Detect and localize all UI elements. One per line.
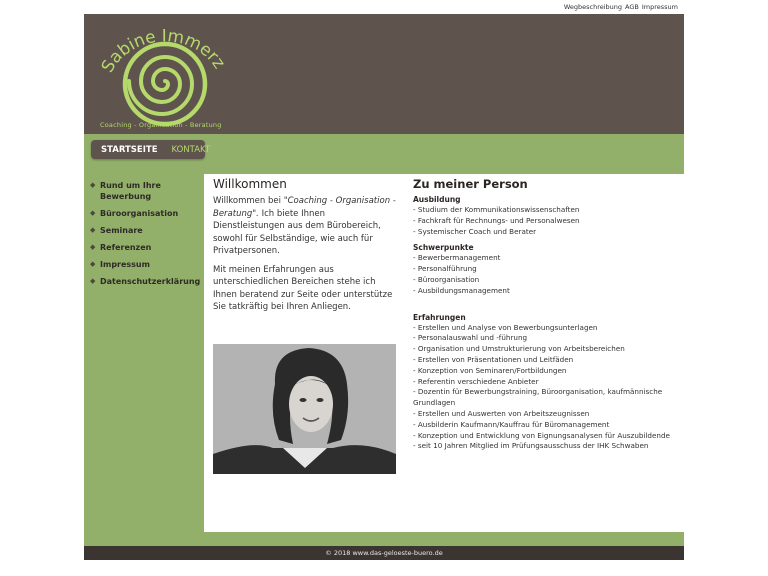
section-title-ausbildung: Ausbildung [413,195,461,204]
list-item: - Personalführung [413,264,477,274]
welcome-emphasis: "Coaching - Organisation - Beratung". [213,196,396,219]
welcome-text: Willkommen bei [213,196,284,206]
ausbildung-list [413,205,683,237]
list-item: - Ausbildungsmanagement [413,285,510,295]
bullet-icon: ◆ [90,209,96,217]
portrait-photo [213,344,396,474]
sidebar-item-seminare[interactable] [84,225,204,236]
welcome-title: Willkommen [213,177,287,191]
list-item: - Systemischer Coach und Berater [413,226,537,236]
bullet-icon: ◆ [90,243,96,251]
welcome-paragraph-1 [213,195,396,258]
list-item: - Büroorganisation [413,274,480,284]
tab-kontakt[interactable]: KONTAKT [171,144,211,155]
sidebar-item-label: Impressum [100,260,150,269]
sidebar-item-label: Referenzen [100,243,152,252]
bullet-icon: ◆ [90,260,96,268]
schwerpunkte-list [413,253,683,296]
welcome-column [213,177,396,320]
bullet-icon: ◆ [90,277,96,285]
top-link-agb[interactable]: AGB [625,3,639,11]
section-title-erfahrungen: Erfahrungen [413,312,466,322]
sidebar-menu [84,174,204,287]
footer-copyright: © 2018 www.das-geloeste-buero.de [325,549,443,557]
logo-brand-text: Sabine Immerz [97,26,228,77]
list-item: - Erstellen und Auswerten von Arbeitszeugnissen [413,408,590,418]
nav-bar [84,134,684,174]
list-item: - Erstellen von Präsentationen und Leitfäden [413,354,574,364]
bullet-icon: ◆ [90,181,96,189]
list-item: - Dozentin für Bewerbungstraining, Büroorganisation, kaufmännische Grundlagen [413,387,663,408]
sidebar-item-label: Rund um Ihre Bewerbung [100,181,161,201]
erfahrungen-list [413,323,683,453]
tab-startseite[interactable]: STARTSEITE [101,144,158,155]
sidebar-item-datenschutz[interactable] [84,276,204,287]
list-item: - seit 10 Jahren Mitglied im Prüfungsausschuss der IHK Schwaben [413,441,649,451]
spacer [413,303,683,313]
list-item: - Erstellen und Analyse von Bewerbungsunterlagen [413,322,598,332]
list-item: - Konzeption und Entwicklung von Eignungsanalysen für Auszubildende [413,430,670,440]
list-item: - Referentin verschiedene Anbieter [413,376,539,386]
footer [84,546,684,560]
sidebar-item-bueroorganisation[interactable] [84,208,204,219]
sidebar-item-label: Seminare [100,226,143,235]
list-item: - Bewerbermanagement [413,253,501,263]
welcome-paragraph-2: Mit meinen Erfahrungen aus unterschiedlichen Bereichen stehe ich Ihnen beratend zur Seite oder unterstütze Sie tatkräftig bei Ihren Anliegen. [213,264,393,312]
sidebar-item-label: Datenschutzerklärung [100,277,201,286]
bullet-icon: ◆ [90,226,96,234]
top-links [564,3,678,11]
sidebar-item-impressum[interactable] [84,259,204,270]
list-item: - Personalauswahl und -führung [413,333,528,343]
sidebar-item-referenzen[interactable] [84,242,204,253]
section-title-schwerpunkte: Schwerpunkte [413,243,474,253]
page-wrapper [84,14,684,557]
sidebar-item-label: Büroorganisation [100,209,179,218]
header [84,14,684,134]
person-column [413,177,683,458]
list-item: - Organisation und Umstrukturierung von Arbeitsbereichen [413,344,625,354]
portrait-image [213,344,396,474]
top-link-impressum[interactable]: Impressum [641,3,678,11]
list-item: - Ausbilderin Kaufmann/Kauffrau für Büromanagement [413,419,610,429]
nav-pill [91,140,211,159]
main-content [204,174,684,532]
person-title: Zu meiner Person [413,177,528,191]
welcome-text: Ich biete Ihnen Dienstleistungen aus dem Bürobereich, sowohl für Selbständige, wie auch für Privatpersonen. [213,208,381,256]
logo[interactable] [96,20,228,130]
bottom-green-bar [84,532,684,546]
list-item: - Studium der Kommunikationswissenschaften [413,205,580,214]
tagline: Coaching - Organisation - Beratung [100,121,222,129]
list-item: - Fachkraft für Rechnungs- und Personalwesen [413,215,580,225]
spiral-logo-icon [96,20,228,130]
list-item: - Konzeption von Seminaren/Fortbildungen [413,365,567,375]
sidebar [84,174,204,532]
sidebar-item-bewerbung[interactable] [84,180,204,202]
top-link-wegbeschreibung[interactable]: Wegbeschreibung [563,3,623,11]
